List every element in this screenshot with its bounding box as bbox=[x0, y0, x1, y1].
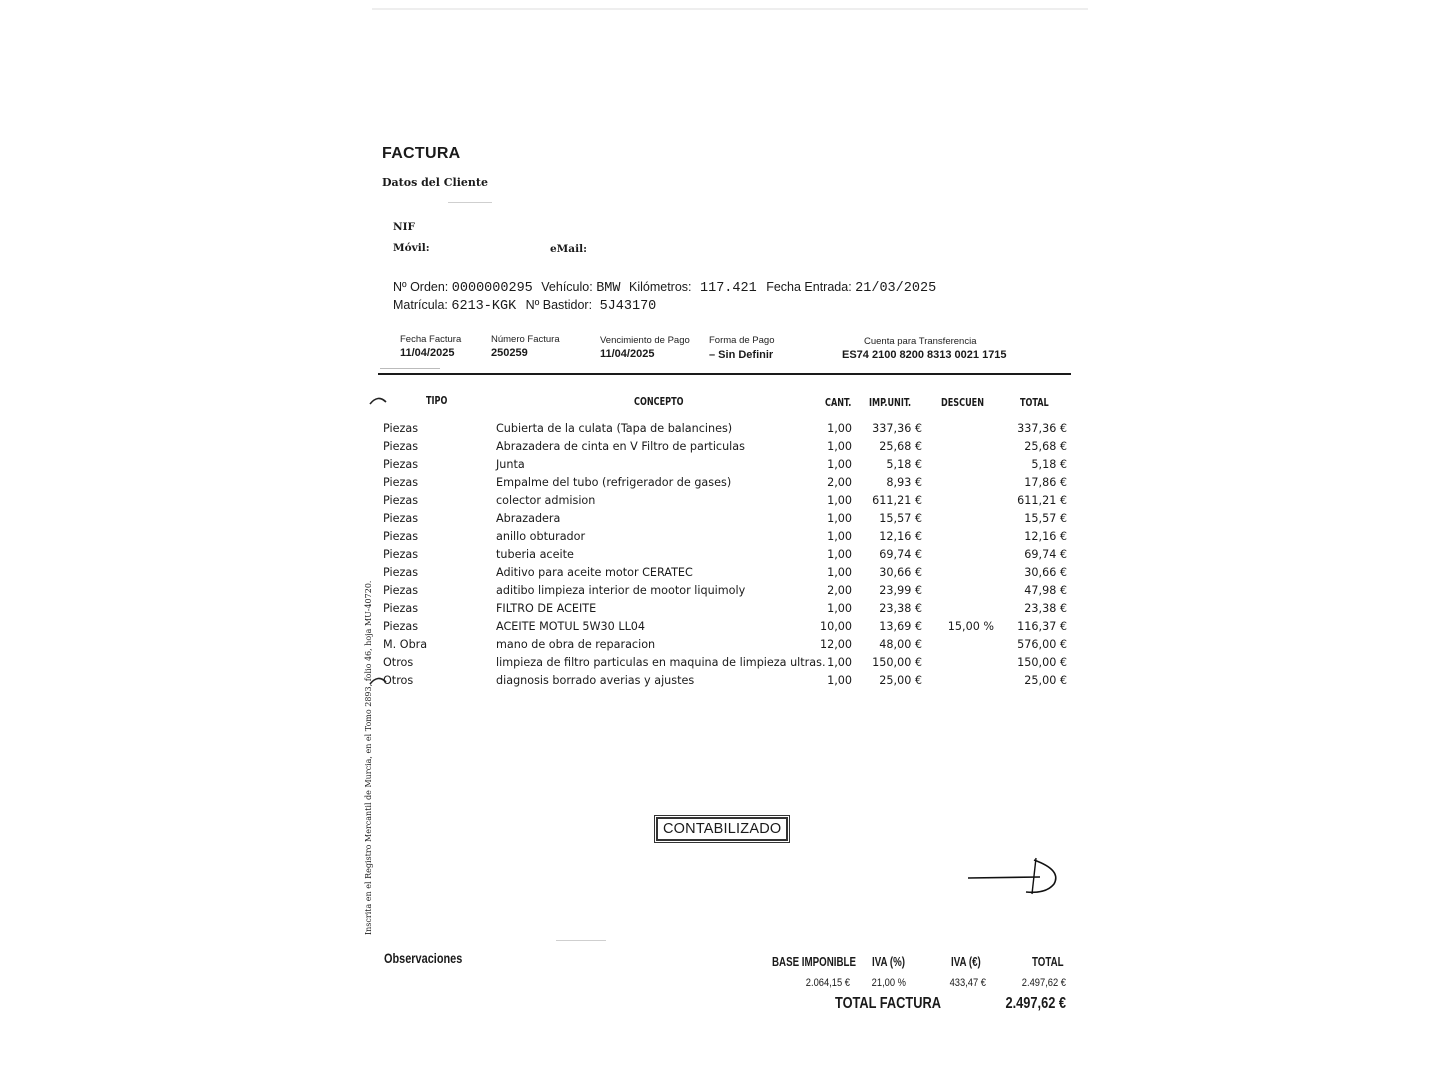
row-tipo: Piezas bbox=[383, 566, 419, 579]
row-cantidad: 12,00 bbox=[819, 638, 852, 651]
row-importe-unitario: 337,36 € bbox=[872, 422, 922, 435]
orden-value: 0000000295 bbox=[451, 281, 533, 296]
numero-factura-label: Número Factura bbox=[491, 334, 560, 345]
row-concepto: FILTRO DE ACEITE bbox=[496, 602, 597, 615]
row-concepto: Aditivo para aceite motor CERATEC bbox=[496, 566, 693, 579]
iva-eur-value: 433,47 € bbox=[949, 977, 986, 989]
row-cantidad: 1,00 bbox=[827, 566, 852, 579]
fecha-factura-label: Fecha Factura bbox=[400, 334, 462, 345]
table-row bbox=[380, 440, 1070, 458]
table-row bbox=[380, 476, 1070, 494]
row-concepto: Empalme del tubo (refrigerador de gases) bbox=[496, 476, 732, 489]
document-title: FACTURA bbox=[382, 145, 461, 162]
row-importe-unitario: 15,57 € bbox=[879, 512, 922, 525]
col-header-concepto: CONCEPTO bbox=[634, 395, 684, 408]
row-total: 69,74 € bbox=[1024, 548, 1067, 561]
scan-top-edge bbox=[372, 8, 1088, 10]
row-tipo: Piezas bbox=[383, 548, 419, 561]
table-row bbox=[380, 602, 1070, 620]
nif-label: NIF bbox=[393, 221, 415, 233]
row-cantidad: 1,00 bbox=[827, 494, 852, 507]
total-label: TOTAL bbox=[1032, 955, 1064, 969]
order-line-2 bbox=[393, 298, 656, 314]
table-row bbox=[380, 494, 1070, 512]
km-value: 117.421 bbox=[700, 281, 757, 296]
row-cantidad: 1,00 bbox=[827, 440, 852, 453]
row-tipo: Piezas bbox=[383, 440, 419, 453]
registry-note: Inscrita en el Registro Mercantil de Murcia, en el Tomo 2893, folio 46, hoja MU-40720. bbox=[364, 580, 373, 935]
row-tipo: Piezas bbox=[383, 512, 419, 525]
row-concepto: Abrazadera de cinta en V Filtro de particulas bbox=[496, 440, 745, 453]
col-header-tipo: TIPO bbox=[426, 394, 448, 407]
row-tipo: Otros bbox=[383, 656, 414, 669]
table-row bbox=[380, 422, 1070, 440]
row-cantidad: 2,00 bbox=[827, 476, 852, 489]
row-cantidad: 1,00 bbox=[827, 656, 852, 669]
row-cantidad: 1,00 bbox=[827, 674, 852, 687]
row-concepto: anillo obturador bbox=[496, 530, 586, 543]
row-cantidad: 1,00 bbox=[827, 548, 852, 561]
row-total: 116,37 € bbox=[1017, 620, 1067, 633]
vencimiento-label: Vencimiento de Pago bbox=[600, 335, 690, 346]
row-total: 30,66 € bbox=[1024, 566, 1067, 579]
orden-label: Nº Orden: bbox=[393, 280, 449, 294]
vencimiento-value: 11/04/2025 bbox=[600, 348, 655, 360]
bastidor-label: Nº Bastidor: bbox=[525, 298, 593, 312]
row-tipo: Otros bbox=[383, 674, 414, 687]
row-total: 17,86 € bbox=[1024, 476, 1067, 489]
row-importe-unitario: 48,00 € bbox=[879, 638, 922, 651]
row-cantidad: 1,00 bbox=[827, 422, 852, 435]
row-total: 5,18 € bbox=[1031, 458, 1067, 471]
row-total: 337,36 € bbox=[1017, 422, 1067, 435]
observaciones-label: Observaciones bbox=[384, 950, 463, 966]
vehiculo-value: BMW bbox=[596, 281, 621, 296]
header-divider bbox=[378, 373, 1071, 375]
row-concepto: Cubierta de la culata (Tapa de balancines) bbox=[496, 422, 733, 435]
row-tipo: Piezas bbox=[383, 602, 419, 615]
row-total: 150,00 € bbox=[1017, 656, 1067, 669]
fecha-entrada-label: Fecha Entrada: bbox=[766, 280, 852, 294]
row-concepto: limpieza de filtro particulas en maquina de limpieza ultras. bbox=[496, 656, 826, 669]
row-importe-unitario: 8,93 € bbox=[886, 476, 922, 489]
table-row bbox=[380, 638, 1070, 656]
numero-factura-value: 250259 bbox=[491, 347, 528, 359]
row-concepto: aditibo limpieza interior de mootor liquimoly bbox=[496, 584, 746, 597]
row-importe-unitario: 25,00 € bbox=[879, 674, 922, 687]
col-header-cant: CANT. bbox=[825, 396, 852, 409]
row-concepto: colector admision bbox=[496, 494, 596, 507]
iva-eur-label: IVA (€) bbox=[951, 955, 981, 969]
row-importe-unitario: 5,18 € bbox=[886, 458, 922, 471]
vehiculo-label: Vehículo: bbox=[541, 280, 593, 294]
row-tipo: Piezas bbox=[383, 584, 419, 597]
col-header-imp-unit: IMP.UNIT. bbox=[869, 396, 912, 409]
row-concepto: mano de obra de reparacion bbox=[496, 638, 656, 651]
row-tipo: Piezas bbox=[383, 494, 419, 507]
order-line-1 bbox=[393, 280, 936, 296]
col-header-total: TOTAL bbox=[1020, 396, 1049, 409]
row-importe-unitario: 12,16 € bbox=[879, 530, 922, 543]
row-total: 47,98 € bbox=[1024, 584, 1067, 597]
movil-label: Móvil: bbox=[393, 242, 430, 254]
total-value: 2.497,62 € bbox=[1021, 977, 1066, 989]
row-importe-unitario: 69,74 € bbox=[879, 548, 922, 561]
row-concepto: Junta bbox=[496, 458, 525, 471]
row-concepto: ACEITE MOTUL 5W30 LL04 bbox=[496, 620, 646, 633]
row-cantidad: 1,00 bbox=[827, 458, 852, 471]
row-concepto: Abrazadera bbox=[496, 512, 561, 525]
total-factura-label: TOTAL FACTURA bbox=[835, 995, 941, 1012]
row-cantidad: 2,00 bbox=[827, 584, 852, 597]
col-header-descuento: DESCUEN bbox=[941, 396, 985, 409]
row-total: 23,38 € bbox=[1024, 602, 1067, 615]
table-row bbox=[380, 548, 1070, 566]
client-section-heading: Datos del Cliente bbox=[382, 176, 488, 189]
total-factura-value: 2.497,62 € bbox=[1005, 995, 1066, 1012]
fecha-factura-value: 11/04/2025 bbox=[400, 347, 455, 359]
table-row bbox=[380, 584, 1070, 602]
row-total: 25,00 € bbox=[1024, 674, 1067, 687]
forma-pago-value: – Sin Definir bbox=[709, 349, 774, 361]
cuenta-value: ES74 2100 8200 8313 0021 1715 bbox=[842, 349, 1007, 361]
row-tipo: Piezas bbox=[383, 422, 419, 435]
matricula-value: 6213-KGK bbox=[451, 299, 517, 314]
scan-mark bbox=[556, 940, 606, 941]
row-importe-unitario: 23,99 € bbox=[879, 584, 922, 597]
table-row bbox=[380, 620, 1070, 638]
row-cantidad: 1,00 bbox=[827, 512, 852, 525]
row-total: 15,57 € bbox=[1024, 512, 1067, 525]
scan-mark bbox=[380, 368, 440, 369]
signature bbox=[966, 854, 1062, 898]
table-row bbox=[380, 458, 1070, 476]
row-importe-unitario: 25,68 € bbox=[879, 440, 922, 453]
table-row bbox=[380, 512, 1070, 530]
row-tipo: M. Obra bbox=[383, 638, 428, 651]
row-importe-unitario: 30,66 € bbox=[879, 566, 922, 579]
table-row bbox=[380, 674, 1070, 692]
table-row bbox=[380, 656, 1070, 674]
row-tipo: Piezas bbox=[383, 458, 419, 471]
row-importe-unitario: 150,00 € bbox=[872, 656, 922, 669]
iva-pct-label: IVA (%) bbox=[872, 955, 906, 969]
row-tipo: Piezas bbox=[383, 476, 419, 489]
row-cantidad: 1,00 bbox=[827, 530, 852, 543]
row-total: 611,21 € bbox=[1017, 494, 1067, 507]
fecha-entrada-value: 21/03/2025 bbox=[855, 281, 937, 296]
row-importe-unitario: 23,38 € bbox=[879, 602, 922, 615]
row-total: 12,16 € bbox=[1024, 530, 1067, 543]
table-row bbox=[380, 566, 1070, 584]
base-imponible-label: BASE IMPONIBLE bbox=[772, 955, 856, 969]
row-concepto: tuberia aceite bbox=[496, 548, 574, 561]
cuenta-label: Cuenta para Transferencia bbox=[864, 336, 977, 347]
contabilizado-stamp: CONTABILIZADO bbox=[656, 817, 788, 841]
row-importe-unitario: 13,69 € bbox=[879, 620, 922, 633]
iva-pct-value: 21,00 % bbox=[871, 977, 906, 989]
row-total: 25,68 € bbox=[1024, 440, 1067, 453]
bastidor-value: 5J43170 bbox=[599, 299, 657, 314]
row-cantidad: 10,00 bbox=[819, 620, 852, 633]
row-concepto: diagnosis borrado averias y ajustes bbox=[496, 674, 695, 687]
redaction-mark bbox=[448, 202, 492, 203]
row-descuento: 15,00 % bbox=[947, 620, 994, 633]
row-importe-unitario: 611,21 € bbox=[872, 494, 922, 507]
email-label: eMail: bbox=[550, 243, 587, 255]
row-cantidad: 1,00 bbox=[827, 602, 852, 615]
base-imponible-value: 2.064,15 € bbox=[805, 977, 850, 989]
row-total: 576,00 € bbox=[1017, 638, 1067, 651]
row-tipo: Piezas bbox=[383, 530, 419, 543]
km-label: Kilómetros: bbox=[628, 280, 692, 294]
forma-pago-label: Forma de Pago bbox=[709, 335, 775, 346]
row-tipo: Piezas bbox=[383, 620, 419, 633]
matricula-label: Matrícula: bbox=[393, 298, 448, 312]
table-row bbox=[380, 530, 1070, 548]
